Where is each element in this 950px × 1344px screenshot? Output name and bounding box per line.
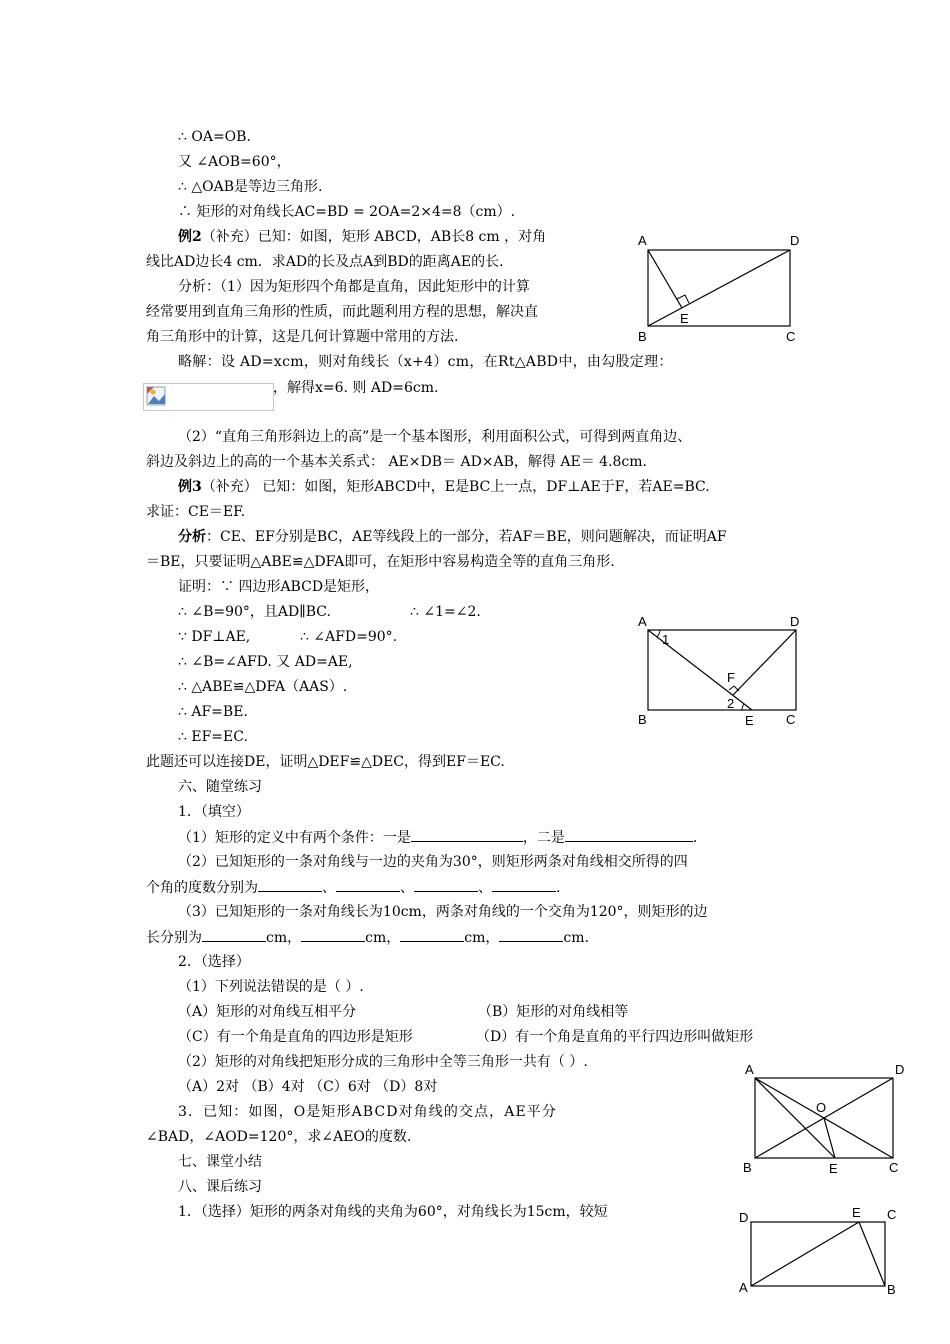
text-line: 此题还可以连接DE，证明△DEF≌△DEC，得到EF＝EC. — [146, 754, 505, 770]
example-text: （补充） 已知：如图，矩形ABCD中，E是BC上一点，DF⊥AE于F，若AE=BC. — [201, 479, 710, 495]
analysis-label: 分析 — [178, 529, 206, 545]
text-line: ∴ OA=OB. — [178, 129, 251, 145]
text-line: 又 ∠AOB=60°， — [178, 154, 291, 170]
text-line: ∴ △OAB是等边三角形. — [178, 179, 323, 195]
label-e: E — [829, 1161, 838, 1176]
choice-option: （D）有一个角是直角的平行四边形叫做矩形 — [476, 1029, 754, 1045]
answer-blank[interactable] — [411, 827, 523, 842]
text-line: ＝BE，只要证明△ABE≌△DFA即可，在矩形中容易构造全等的直角三角形. — [146, 554, 615, 570]
text-line: 分析：（1）因为矩形四个角都是直角，因此矩形中的计算 — [178, 279, 530, 295]
formula-image-placeholder — [143, 383, 274, 411]
choice-option: （C）有一个角是直角的四边形是矩形 — [178, 1029, 413, 1045]
label-e: E — [852, 1205, 861, 1220]
text-line: 略解：设 AD=xcm，则对角线长（x+4）cm，在Rt△ABD中，由勾股定理： — [178, 354, 673, 370]
text-line: 3．已知：如图，O是矩形ABCD对角线的交点，AE平分 — [178, 1104, 558, 1120]
section-heading: 六、随堂练习 — [178, 779, 262, 795]
answer-blank[interactable] — [499, 927, 563, 942]
text-line: 1．（选择）矩形的两条对角线的夹角为60°，对角线长为15cm，较短 — [178, 1204, 608, 1220]
angle-1-arc — [657, 630, 660, 637]
label-e: E — [680, 311, 689, 326]
text-line: （3）已知矩形的一条对角线长为10cm，两条对角线的一个交角为120°，则矩形的边 — [178, 904, 708, 920]
rectangle-abcd — [648, 630, 796, 710]
section-heading: 七、课堂小结 — [178, 1154, 262, 1170]
segment-df — [733, 630, 796, 695]
answer-blank[interactable] — [414, 877, 478, 892]
figure-rectangle-bisector — [735, 1060, 915, 1180]
text-line: ∴ △ABE≌△DFA（AAS）. — [178, 679, 348, 695]
example-text: （补充）已知：如图，矩形 ABCD，AB长8 cm ，对角 — [201, 229, 547, 245]
label-b: B — [638, 712, 647, 727]
text-line: （2）“直角三角形斜边上的高”是一个基本图形，利用面积公式，可得到两直角边、 — [178, 429, 692, 445]
example-3-heading — [178, 477, 710, 497]
label-c: C — [786, 712, 796, 727]
label-c: C — [887, 1207, 897, 1222]
example-2-heading — [178, 227, 546, 247]
label-d: D — [739, 1210, 749, 1225]
text-line: ∵ DF⊥AE, — [178, 629, 251, 645]
text-line: ∴ ∠1=∠2. — [410, 604, 481, 620]
fill-question-1: （1）矩形的定义中有两个条件：一是 ，二是 . — [178, 827, 697, 848]
label-o: O — [816, 1100, 827, 1115]
diagonal-bd — [648, 250, 790, 326]
label-d: D — [790, 233, 800, 248]
text-line: ∴ ∠B=90°，且AD∥BC. — [178, 604, 331, 620]
choice-option: （B）矩形的对角线相等 — [478, 1004, 629, 1020]
text-line: 2．（选择） — [178, 954, 250, 970]
broken-image-icon — [146, 386, 168, 408]
figure-rectangle-triangle — [735, 1200, 915, 1300]
text-line: ∴ AF=BE. — [178, 704, 248, 720]
label-1: 1 — [662, 632, 670, 647]
label-2: 2 — [727, 696, 735, 711]
example-label: 例3 — [178, 479, 202, 495]
text-line: ∴ ∠B=∠AFD. 又 AD=AE, — [178, 654, 353, 670]
label-e: E — [745, 713, 754, 728]
example-label: 例2 — [178, 229, 202, 245]
text-line: 斜边及斜边上的高的一个基本关系式： AE×DB＝ AD×AB，解得 AE＝ 4.8cm. — [146, 454, 647, 470]
text-line: ，解得x=6. 则 AD=6cm. — [273, 380, 439, 396]
answer-blank[interactable] — [492, 877, 556, 892]
text-line: ∴ EF=EC. — [178, 729, 248, 745]
text-line: 经常要用到直角三角形的性质，而此题利用方程的思想，解决直 — [146, 304, 538, 320]
label-b: B — [743, 1160, 752, 1175]
answer-blank[interactable] — [400, 927, 464, 942]
label-c: C — [889, 1160, 899, 1175]
label-b: B — [638, 329, 647, 344]
text-line: 证明：∵ 四边形ABCD是矩形， — [178, 579, 380, 595]
segment-eb — [859, 1222, 885, 1286]
answer-blank[interactable] — [336, 877, 400, 892]
choice-option: （A）矩形的对角线互相平分 — [178, 1004, 357, 1020]
section-heading: 八、课后练习 — [178, 1179, 262, 1195]
answer-blank[interactable] — [301, 927, 365, 942]
answer-blank[interactable] — [258, 877, 322, 892]
text-line: ∠BAD，∠AOD=120°，求∠AEO的度数. — [146, 1129, 412, 1145]
figure-rectangle-perpendicular — [630, 610, 810, 735]
angle-2-arc — [742, 704, 744, 710]
label-c: C — [786, 329, 796, 344]
text-line: 1．（填空） — [178, 804, 250, 820]
label-a: A — [638, 614, 647, 629]
label-a: A — [739, 1280, 748, 1295]
answer-blank[interactable] — [565, 827, 693, 842]
text-line: ∴ ∠AFD=90°. — [300, 629, 398, 645]
text-line: ∴ 矩形的对角线长AC=BD = 2OA=2×4=8（cm）. — [178, 204, 516, 220]
label-d: D — [790, 614, 800, 629]
rectangle-abcd — [751, 1222, 885, 1286]
answer-blank[interactable] — [202, 927, 266, 942]
label-f: F — [727, 670, 735, 685]
label-a: A — [638, 233, 647, 248]
segment-ae — [751, 1222, 859, 1286]
analysis-heading — [178, 527, 727, 547]
label-a: A — [745, 1062, 754, 1077]
text-line: （2）已知矩形的一条对角线与一边的夹角为30°，则矩形两条对角线相交所得的四 — [178, 854, 688, 870]
fill-question-3: 长分别为 cm， cm， cm， cm. — [146, 927, 589, 948]
label-b: B — [887, 1282, 896, 1297]
analysis-text: ：CE、EF分别是BC，AE等线段上的一部分，若AF＝BE，则问题解决，而证明AF — [206, 529, 727, 545]
text-line: 角三角形中的计算，这是几何计算题中常用的方法. — [146, 329, 459, 345]
figure-rectangle-diagonal — [630, 228, 810, 348]
altitude-ae — [648, 250, 682, 308]
fill-question-2: 个角的度数分别为 、 、 、 . — [146, 877, 560, 898]
text-line: （2）矩形的对角线把矩形分成的三角形中全等三角形一共有（ ）. — [178, 1054, 588, 1070]
text-line: （1）下列说法错误的是（ ）. — [178, 979, 364, 995]
label-d: D — [895, 1062, 905, 1077]
choice-options-row: （A）2对 （B）4对 （C）6对 （D）8对 — [178, 1079, 438, 1095]
text-line: 求证：CE＝EF. — [146, 504, 246, 520]
text-line: 线比AD边长4 cm．求AD的长及点A到BD的距离AE的长. — [146, 254, 504, 270]
